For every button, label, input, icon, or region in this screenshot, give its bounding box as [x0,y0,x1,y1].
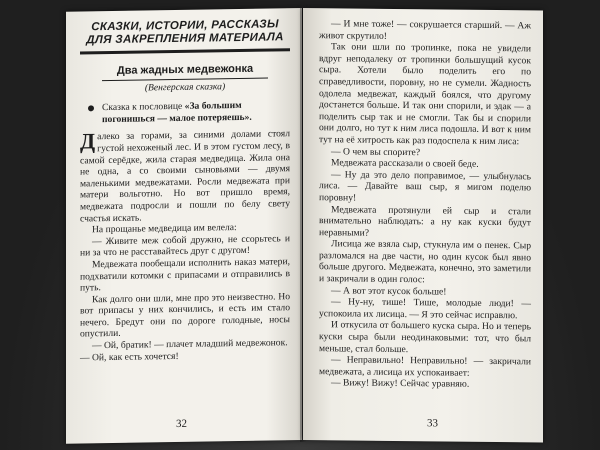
paragraph: Медвежата протянули ей сыр и стали внимательно наблюдать: а ну как куски будут неравными? [319,203,531,239]
paragraph: И откусила от большего куска сыра. Но и теперь куски сыра были неодинаковыми: тот, что был меньше, стал больше. [319,319,531,355]
paragraph: Медвежата рассказали о своей беде. [331,157,479,170]
paragraph: Лисица же взяла сыр, стукнула им о пенек. Сыр разломался на две части, но один кусок был явно больше другого. Медвежата, конечно, это заметили и закричали в один голос: [319,238,531,286]
section-title-line-2: ДЛЯ ЗАКРЕПЛЕНИЯ МАТЕРИАЛА [86,31,284,47]
page-number: 33 [427,417,438,430]
paragraph: — Неправильно! Неправильно! — закричали медвежата, а лисица их успокаивает: [319,354,531,379]
paragraph: — О чем вы спорите? [331,145,421,158]
right-page [303,8,543,443]
story-subtitle: (Венгерская сказка) [144,80,226,94]
proverb-note [80,99,290,125]
bullet-icon [88,105,94,111]
paragraph: — Живите меж собой дружно, не ссорьтесь и ни за что не расставайтесь друг с другом! [80,232,290,259]
paragraph: Так они шли по тропинке, пока не увидели вдруг неподалеку от тропинки большущий кусок сыра. Хотели было поделить его по справедливости, поровну, но не сумели. Жадность одолела медвежат, каждый боялся, что другому достанется больше. И так они спорили, и эдак — а поделить сыр так и не смогли. Так бы и спорили они долго, но тут к ним лиса подошла. И вот к ним тут на её хитрость как раз подоспела к ним лиса: [319,41,531,148]
left-page-content [80,18,290,364]
section-title-line-1: СКАЗКИ, ИСТОРИИ, РАССКАЗЫ [91,18,279,34]
left-page [66,8,302,444]
right-page-content [319,18,531,391]
paragraph: На прощанье медведица им велела: [92,222,237,236]
proverb-quote: «За большим погонишься — малое потеряешь». [102,100,252,125]
paragraph: Медвежата пообещали исполнить наказ матери, подхватили котомки с припасами и отправились в путь. [80,256,290,294]
page-number: 32 [176,417,187,430]
paragraph: — Ну да это дело поправимое, — улыбнулась лиса. — Давайте ваш сыр, я мигом поделю поровну! [319,169,531,204]
paragraph: — Ой, братик! — плачет младший медвежонок. — Ой, как есть хочется! [80,337,288,364]
paragraph: — Вижу! Вижу! Сейчас уравняю. [331,377,470,391]
proverb-label: Сказка к пословице [102,101,183,114]
section-title [80,18,290,54]
paragraph: — И мне тоже! — сокрушается старший. — Аж живот скрутило! [319,18,531,42]
paragraph [80,129,290,225]
story-title: Два жадных медвежонка [102,64,268,81]
paragraph: — А вот этот кусок больше! [331,284,447,298]
drop-cap: Д [80,128,96,154]
paragraph: Как долго они шли, мне про это неизвестно. Но вот припасы у них кончились, и есть им стало нечего. Бредут они по дороге голодные, носы опустили. [80,290,290,340]
paragraph: — Ну-ну, тише! Тише, молодые люди! — успокоила их лисица. — Я это сейчас исправлю. [319,296,531,322]
paragraph-text: алеко за горами, за синими долами стоял густой нехоженый лес. И в этом густом лесу, в самой серёдке, жила старая медведица. Жила она не одна, а со своими сыновьями — двумя маленькими медвежатами. Росли медвежата при матери вольготно. Но вот пришло время, медвежата подросли и пошли по белу свету счастья искать. [80,128,290,225]
